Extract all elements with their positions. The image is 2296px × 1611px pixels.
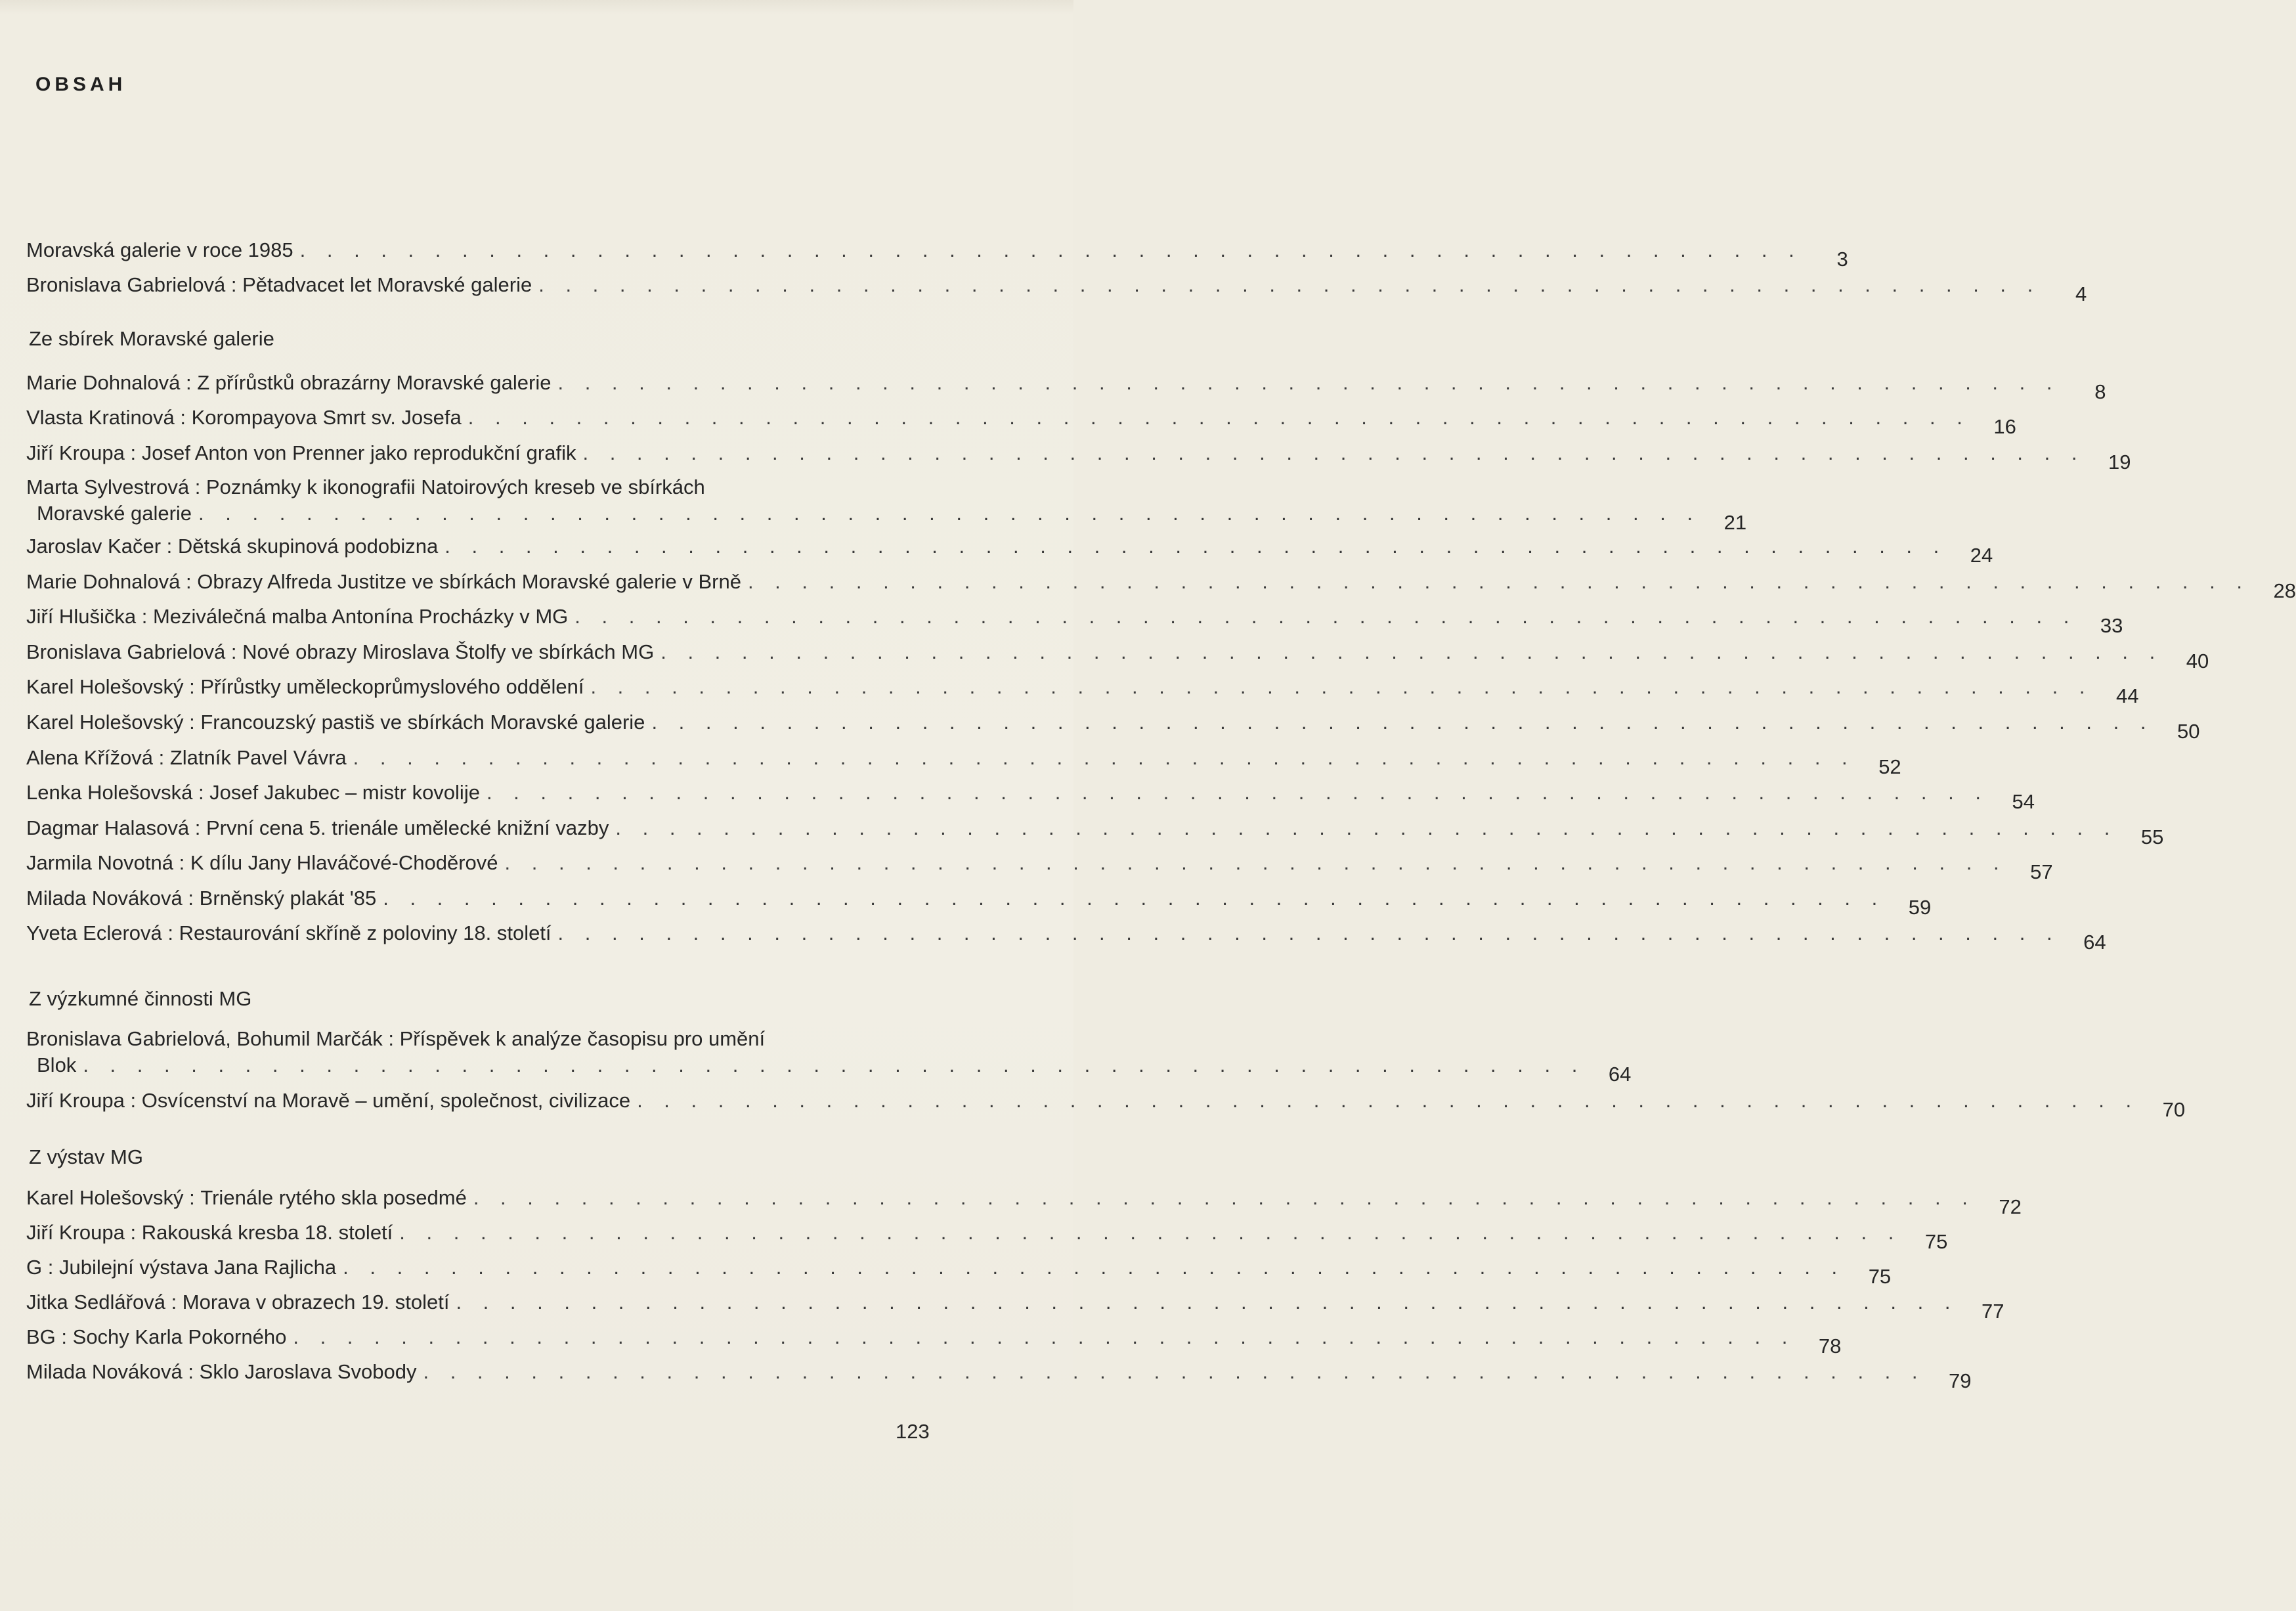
toc-entry-title: Jubilejní výstava Jana Rajlicha — [58, 1256, 337, 1279]
section-title: Z výstav MG — [29, 1145, 143, 1168]
toc-entry-author: Marie Dohnalová : — [26, 370, 197, 396]
toc-entry-title: Sklo Jaroslava Svobody — [199, 1360, 417, 1383]
toc-entry-author: BG : — [26, 1324, 73, 1350]
toc-entry — [26, 1220, 1948, 1253]
toc-entry — [26, 1359, 1972, 1392]
toc-entry-page: 77 — [1982, 1300, 2004, 1323]
toc-entry-line — [26, 237, 1848, 271]
toc-entry — [26, 850, 2053, 883]
dot-leader: . . . . . . . . . . . . . . . . . . . . . . . . . . . . . . . . . . . . . . . . . . . . . . . . . . . . . . . . — [383, 887, 1886, 910]
toc-entry-author: Bronislava Gabrielová : — [26, 272, 242, 298]
toc-entry-line — [26, 1220, 1948, 1253]
toc-entry-line — [26, 815, 2164, 849]
dot-leader: . . . . . . . . . . . . . . . . . . . . . . . . . . . . . . . . . . . . . . . . . . . . . . . . . . . . . . . . — [582, 441, 2085, 464]
dot-leader: . . . . . . . . . . . . . . . . . . . . . . . . . . . . . . . . . . . . . . . . . . . . . . . . . . . . . . . . — [557, 371, 2060, 394]
toc-entry-author: Jiří Kroupa : — [26, 1088, 142, 1114]
toc-entry-line — [26, 272, 2087, 305]
toc-entry-page: 64 — [1608, 1063, 1632, 1086]
toc-entry-title: Trienále rytého skla posedmé — [200, 1186, 467, 1209]
toc-entry-page: 16 — [1993, 415, 2016, 438]
toc-entry-line — [26, 780, 2035, 813]
toc-entry-author: Jiří Kroupa : — [26, 1220, 142, 1246]
toc-entry-author: Jiří Kroupa : — [26, 440, 142, 466]
toc-entry-page: 72 — [1999, 1195, 2022, 1218]
dot-leader: . . . . . . . . . . . . . . . . . . . . . . . . . . . . . . . . . . . . . . . . . . . . . . . . . . . . . . . . — [637, 1089, 2140, 1112]
toc-entry — [26, 1185, 2022, 1218]
page-heading: OBSAH — [35, 74, 127, 95]
toc-entry-author: Jiří Hlušička : — [26, 604, 153, 630]
toc-entry-author: Marta Sylvestrová : — [26, 474, 206, 500]
toc-entry — [26, 1324, 1842, 1357]
toc-entry-line — [26, 1254, 1892, 1288]
toc-entry-author: Dagmar Halasová : — [26, 815, 206, 841]
toc-entry-author: Jitka Sedlářová : — [26, 1289, 183, 1315]
dot-leader: . . . . . . . . . . . . . . . . . . . . . . . . . . . . . . . . . . . . . . . . . . . . . . . . . . . . . . . . — [299, 238, 1802, 261]
dot-leader: . . . . . . . . . . . . . . . . . . . . . . . . . . . . . . . . . . . . . . . . . . . . . . . . . . . . . . . . — [473, 1186, 1976, 1209]
toc-entry-page: 33 — [2100, 614, 2123, 637]
toc-entry — [26, 920, 2106, 954]
toc-entry-title: Obrazy Alfreda Justitze ve sbírkách Moravské galerie v Brně — [197, 570, 741, 593]
toc-entry-page: 28 — [2273, 579, 2296, 602]
toc-entry-author: Milada Nováková : — [26, 885, 200, 912]
toc-entry-author: Lenka Holešovská : — [26, 780, 209, 806]
toc-entry-page: 4 — [2075, 282, 2087, 305]
toc-entry-page: 78 — [1818, 1335, 1842, 1357]
dot-leader: . . . . . . . . . . . . . . . . . . . . . . . . . . . . . . . . . . . . . . . . . . . . . . . . . . . . . . . . — [747, 570, 2250, 593]
toc-entry-title: Francouzský pastiš ve sbírkách Moravské galerie — [200, 711, 645, 734]
toc-entry-page: 75 — [1924, 1230, 1948, 1253]
toc-entry — [26, 440, 2131, 474]
toc-entry — [26, 780, 2035, 813]
toc-entry-title: Meziválečná malba Antonína Procházky v MG — [152, 605, 569, 628]
toc-entry-title: První cena 5. trienále umělecké knižní vazby — [206, 816, 609, 839]
toc-entry-line — [26, 674, 2139, 707]
toc-entry-line — [26, 1359, 1972, 1392]
toc-entry-title: Korompayova Smrt sv. Josefa — [191, 406, 462, 429]
toc-entry-page: 70 — [2162, 1098, 2186, 1121]
dot-leader: . . . . . . . . . . . . . . . . . . . . . . . . . . . . . . . . . . . . . . . . . . . . . . . . . . . . . . . . — [198, 502, 1701, 525]
toc-entry-author: G : — [26, 1254, 59, 1281]
toc-entry-continuation — [26, 1052, 1632, 1086]
section-title: Ze sbírek Moravské galerie — [29, 327, 274, 350]
toc-entry — [26, 885, 1932, 919]
toc-entry-line — [26, 920, 2106, 954]
toc-entry-line — [26, 1324, 1842, 1357]
toc-entry-page: 24 — [1970, 544, 1993, 567]
toc-entry-author: Jarmila Novotná : — [26, 850, 190, 876]
section-title: Z výzkumné činnosti MG — [29, 987, 252, 1010]
toc-entry-line — [26, 405, 2016, 438]
toc-entry — [26, 639, 2209, 673]
dot-leader: . . . . . . . . . . . . . . . . . . . . . . . . . . . . . . . . . . . . . . . . . . . . . . . . . . . . . . . . — [615, 816, 2118, 839]
toc-entry-page: 19 — [2108, 451, 2131, 474]
toc-entry-author: Karel Holešovský : — [26, 1185, 200, 1211]
dot-leader: . . . . . . . . . . . . . . . . . . . . . . . . . . . . . . . . . . . . . . . . . . . . . . . . . . . . . . . . — [444, 535, 1947, 558]
dot-leader: . . . . . . . . . . . . . . . . . . . . . . . . . . . . . . . . . . . . . . . . . . . . . . . . . . . . . . . . — [293, 1325, 1796, 1348]
toc-entry-page: 40 — [2186, 650, 2209, 673]
toc-entry — [26, 709, 2200, 743]
toc-entry-page: 44 — [2116, 684, 2139, 707]
toc-entry-author: Yveta Eclerová : — [26, 920, 179, 946]
toc-entry — [26, 745, 1901, 778]
toc-entry — [26, 674, 2139, 707]
toc-entry-first-line — [26, 1026, 939, 1052]
toc-entry — [26, 272, 2087, 305]
dot-leader: . . . . . . . . . . . . . . . . . . . . . . . . . . . . . . . . . . . . . . . . . . . . . . . . . . . . . . . . — [83, 1053, 1586, 1076]
toc-entry-title: Přírůstky uměleckoprůmyslového oddělení — [200, 675, 584, 698]
toc-entry-title: Poznámky k ikonografii Natoirových kreseb ve sbírkách — [206, 475, 705, 498]
toc-entry-title-continuation: Blok — [37, 1053, 77, 1076]
toc-entry — [26, 1088, 2186, 1121]
toc-entry — [26, 815, 2164, 849]
toc-entry-title: Josef Jakubec – mistr kovolije — [209, 781, 480, 804]
toc-entry-author: Bronislava Gabrielová, Bohumil Marčák : — [26, 1026, 400, 1052]
toc-entry-title: Brněnský plakát '85 — [199, 887, 377, 910]
dot-leader: . . . . . . . . . . . . . . . . . . . . . . . . . . . . . . . . . . . . . . . . . . . . . . . . . . . . . . . . — [343, 1256, 1846, 1279]
toc-entry-title: Restaurování skříně z poloviny 18. století — [179, 921, 552, 944]
toc-entry-title: Nové obrazy Miroslava Štolfy ve sbírkách MG — [242, 640, 655, 663]
toc-entry-title: Osvícenství na Moravě – umění, společnost, civilizace — [141, 1089, 631, 1112]
toc-entry-line — [26, 850, 2053, 883]
dot-leader: . . . . . . . . . . . . . . . . . . . . . . . . . . . . . . . . . . . . . . . . . . . . . . . . . . . . . . . . — [661, 640, 2163, 663]
toc-entry-author: Jaroslav Kačer : — [26, 533, 178, 560]
toc-entry — [26, 237, 1848, 271]
toc-entry-line — [26, 569, 2296, 602]
dot-leader: . . . . . . . . . . . . . . . . . . . . . . . . . . . . . . . . . . . . . . . . . . . . . . . . . . . . . . . . — [456, 1291, 1959, 1313]
toc-entry-title-continuation: Moravské galerie — [37, 502, 192, 525]
toc-entry-page: 50 — [2177, 720, 2200, 743]
toc-entry-title: Josef Anton von Prenner jako reprodukční grafik — [141, 441, 576, 464]
toc-entry — [26, 604, 2123, 637]
toc-entry — [26, 533, 1993, 567]
toc-entry-line — [26, 533, 1993, 567]
toc-entry-page: 54 — [2012, 790, 2035, 813]
toc-entry-page: 21 — [1723, 511, 1747, 534]
dot-leader: . . . . . . . . . . . . . . . . . . . . . . . . . . . . . . . . . . . . . . . . . . . . . . . . . . . . . . . . — [590, 675, 2093, 698]
dot-leader: . . . . . . . . . . . . . . . . . . . . . . . . . . . . . . . . . . . . . . . . . . . . . . . . . . . . . . . . — [538, 273, 2041, 296]
toc-entry-title: K dílu Jany Hlaváčové-Choděrové — [190, 851, 498, 874]
toc-entry-author: Vlasta Kratinová : — [26, 405, 192, 431]
toc-entry-first-line — [26, 474, 939, 500]
toc-entry-line — [26, 604, 2123, 637]
toc-entry-author: Milada Nováková : — [26, 1359, 200, 1385]
toc-entry-page: 8 — [2094, 380, 2106, 403]
toc-entry — [26, 1254, 1892, 1288]
dot-leader: . . . . . . . . . . . . . . . . . . . . . . . . . . . . . . . . . . . . . . . . . . . . . . . . . . . . . . . . — [353, 746, 1855, 769]
dot-leader: . . . . . . . . . . . . . . . . . . . . . . . . . . . . . . . . . . . . . . . . . . . . . . . . . . . . . . . . — [467, 406, 1970, 429]
toc-entry-title: Zlatník Pavel Vávra — [169, 746, 347, 769]
toc-entry-title: Z přírůstků obrazárny Moravské galerie — [197, 371, 552, 394]
toc-entry-author: Bronislava Gabrielová : — [26, 639, 242, 665]
toc-entry-page: 59 — [1908, 896, 1932, 919]
toc-entry-line — [26, 1289, 2004, 1323]
toc-entry-title: Příspěvek k analýze časopisu pro umění — [399, 1027, 766, 1050]
toc-entry-line — [26, 745, 1901, 778]
toc-entry — [26, 1289, 2004, 1323]
toc-entry-title: Dětská skupinová podobizna — [177, 535, 439, 558]
toc-entry-page: 55 — [2140, 826, 2164, 849]
toc-entry — [26, 405, 2016, 438]
toc-entry-title: Pětadvacet let Moravské galerie — [242, 273, 532, 296]
toc-entry-line — [26, 440, 2131, 474]
dot-leader: . . . . . . . . . . . . . . . . . . . . . . . . . . . . . . . . . . . . . . . . . . . . . . . . . . . . . . . . — [399, 1221, 1902, 1244]
toc-entry-page: 75 — [1868, 1265, 1892, 1288]
toc-entry-continuation — [26, 500, 1747, 534]
toc-entry-title: Moravská galerie v roce 1985 — [26, 238, 293, 261]
toc-entry — [26, 370, 2106, 403]
toc-entry-page: 3 — [1836, 248, 1848, 271]
toc-entry — [26, 1026, 1632, 1086]
toc-entry-author: Alena Křížová : — [26, 745, 170, 771]
toc-entry-page: 79 — [1949, 1369, 1972, 1392]
toc-entry-line — [26, 1185, 2022, 1218]
toc-entry-line — [26, 1088, 2186, 1121]
toc-entry-author: Marie Dohnalová : — [26, 569, 197, 595]
toc-entry-line — [26, 709, 2200, 743]
dot-leader: . . . . . . . . . . . . . . . . . . . . . . . . . . . . . . . . . . . . . . . . . . . . . . . . . . . . . . . . — [574, 605, 2077, 628]
toc-entry-title: Sochy Karla Pokorného — [72, 1325, 287, 1348]
toc-entry — [26, 569, 2296, 602]
dot-leader: . . . . . . . . . . . . . . . . . . . . . . . . . . . . . . . . . . . . . . . . . . . . . . . . . . . . . . . . — [651, 711, 2154, 734]
toc-entry-author: Karel Holešovský : — [26, 674, 200, 700]
toc-entry-page: 52 — [1878, 755, 1901, 778]
folio-page-number: 123 — [896, 1420, 930, 1443]
toc-entry-page: 57 — [2030, 860, 2053, 883]
toc-entry-author: Karel Holešovský : — [26, 709, 200, 736]
toc-entry-line — [26, 370, 2106, 403]
dot-leader: . . . . . . . . . . . . . . . . . . . . . . . . . . . . . . . . . . . . . . . . . . . . . . . . . . . . . . . . — [504, 851, 2007, 874]
toc-entry-title: Rakouská kresba 18. století — [141, 1221, 393, 1244]
dot-leader: . . . . . . . . . . . . . . . . . . . . . . . . . . . . . . . . . . . . . . . . . . . . . . . . . . . . . . . . — [557, 921, 2060, 944]
toc-entry-page: 64 — [2083, 931, 2106, 954]
dot-leader: . . . . . . . . . . . . . . . . . . . . . . . . . . . . . . . . . . . . . . . . . . . . . . . . . . . . . . . . — [423, 1360, 1926, 1383]
toc-entry — [26, 474, 1747, 534]
dot-leader: . . . . . . . . . . . . . . . . . . . . . . . . . . . . . . . . . . . . . . . . . . . . . . . . . . . . . . . . — [486, 781, 1989, 804]
toc-entry-line — [26, 885, 1932, 919]
toc-entry-title: Morava v obrazech 19. století — [182, 1291, 450, 1313]
toc-entry-line — [26, 639, 2209, 673]
